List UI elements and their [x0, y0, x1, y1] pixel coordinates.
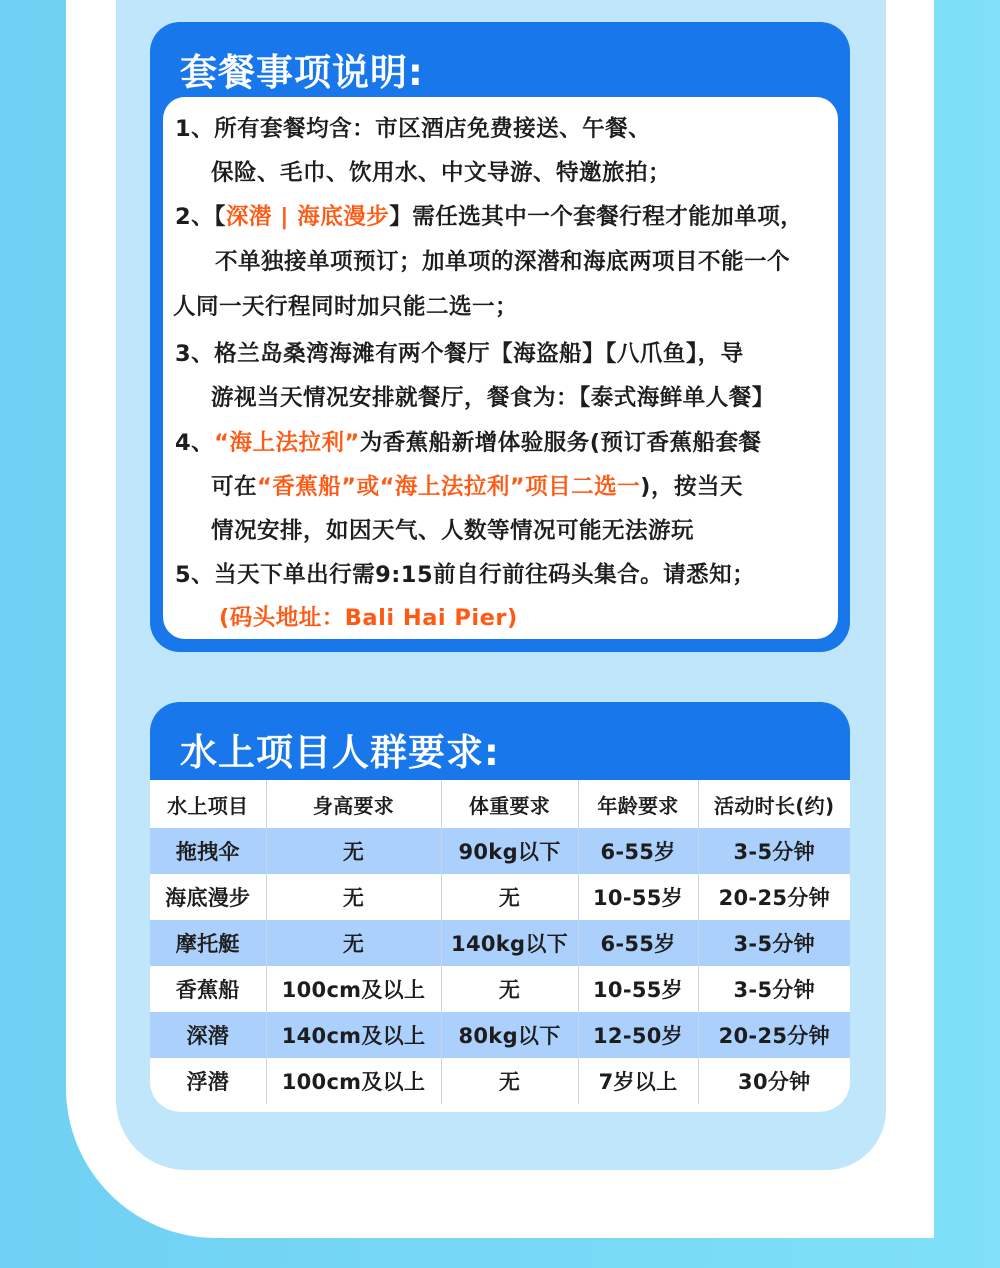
- package-notes-section: [150, 22, 850, 652]
- table-header-row: [150, 780, 850, 828]
- requirements-section: [150, 702, 850, 1112]
- table-cell: 20-25分钟: [698, 1012, 850, 1058]
- table-cell: 无: [441, 874, 578, 920]
- note-line: 5、当天下单出行需9:15前自行前往码头集合。请悉知；: [175, 562, 756, 588]
- note-line: 保险、毛巾、饮用水、中文导游、特邀旅拍；: [211, 160, 672, 186]
- table-cell: 100cm及以上: [266, 1058, 441, 1104]
- table-cell: 浮潜: [150, 1058, 266, 1104]
- note-line: 游视当天情况安排就餐厅，餐食为：【泰式海鲜单人餐】: [211, 385, 775, 411]
- table-row: [150, 966, 850, 1012]
- note-line: 人同一天行程同时加只能二选一；: [173, 294, 519, 320]
- requirements-title: 水上项目人群要求:: [180, 731, 500, 774]
- table-cell: 140cm及以上: [266, 1012, 441, 1058]
- table-row: [150, 828, 850, 874]
- package-notes-title: 套餐事项说明:: [180, 51, 424, 94]
- table-cell: 拖拽伞: [150, 828, 266, 874]
- note-line: 3、格兰岛桑湾海滩有两个餐厅【海盗船】【八爪鱼】，导: [175, 341, 744, 367]
- note-highlight: “香蕉船”或“海上法拉利”项目二选一: [257, 474, 641, 500]
- table-cell: 90kg以下: [441, 828, 578, 874]
- table-cell: 20-25分钟: [698, 874, 850, 920]
- note-line: 情况安排，如因天气、人数等情况可能无法游玩: [211, 518, 695, 544]
- table-cell: 海底漫步: [150, 874, 266, 920]
- note-line: [219, 600, 518, 632]
- header-cell: 年龄要求: [578, 780, 698, 828]
- table-cell: 7岁以上: [578, 1058, 698, 1104]
- requirements-table: [150, 780, 850, 1104]
- header-cell: 水上项目: [150, 780, 266, 828]
- table-cell: 12-50岁: [578, 1012, 698, 1058]
- table-cell: 深潜: [150, 1012, 266, 1058]
- table-cell: 6-55岁: [578, 920, 698, 966]
- table-cell: 100cm及以上: [266, 966, 441, 1012]
- table-row: [150, 1058, 850, 1104]
- table-cell: 无: [266, 874, 441, 920]
- table-cell: 3-5分钟: [698, 828, 850, 874]
- note-highlight: “海上法拉利”: [214, 430, 360, 456]
- note-line: 2、【深潜 | 海底漫步】需任选其中一个套餐行程才能加单项，: [175, 204, 804, 230]
- table-row: [150, 1012, 850, 1058]
- header-cell: 身高要求: [266, 780, 441, 828]
- table-cell: 3-5分钟: [698, 920, 850, 966]
- table-cell: 3-5分钟: [698, 966, 850, 1012]
- requirements-table-wrap: [150, 780, 850, 1112]
- note-line: 4、“海上法拉利”为香蕉船新增体验服务(预订香蕉船套餐: [175, 430, 762, 456]
- table-cell: 无: [266, 920, 441, 966]
- table-cell: 无: [441, 966, 578, 1012]
- table-cell: 10-55岁: [578, 966, 698, 1012]
- pier-address: (码头地址：Bali Hai Pier): [219, 605, 518, 631]
- table-cell: 6-55岁: [578, 828, 698, 874]
- note-line: 1、所有套餐均含：市区酒店免费接送、午餐、: [175, 116, 652, 142]
- table-cell: 30分钟: [698, 1058, 850, 1104]
- table-cell: 无: [266, 828, 441, 874]
- table-cell: 香蕉船: [150, 966, 266, 1012]
- header-cell: 活动时长(约): [698, 780, 850, 828]
- header-cell: 体重要求: [441, 780, 578, 828]
- table-cell: 摩托艇: [150, 920, 266, 966]
- table-cell: 140kg以下: [441, 920, 578, 966]
- package-notes-body: [163, 97, 838, 639]
- table-cell: 无: [441, 1058, 578, 1104]
- note-line: 不单独接单项预订；加单项的深潜和海底两项目不能一个: [215, 249, 791, 275]
- table-row: [150, 920, 850, 966]
- note-highlight: 深潜 | 海底漫步: [225, 204, 390, 230]
- note-line: 可在“香蕉船”或“海上法拉利”项目二选一)，按当天: [211, 474, 743, 500]
- table-cell: 80kg以下: [441, 1012, 578, 1058]
- table-cell: 10-55岁: [578, 874, 698, 920]
- table-row: [150, 874, 850, 920]
